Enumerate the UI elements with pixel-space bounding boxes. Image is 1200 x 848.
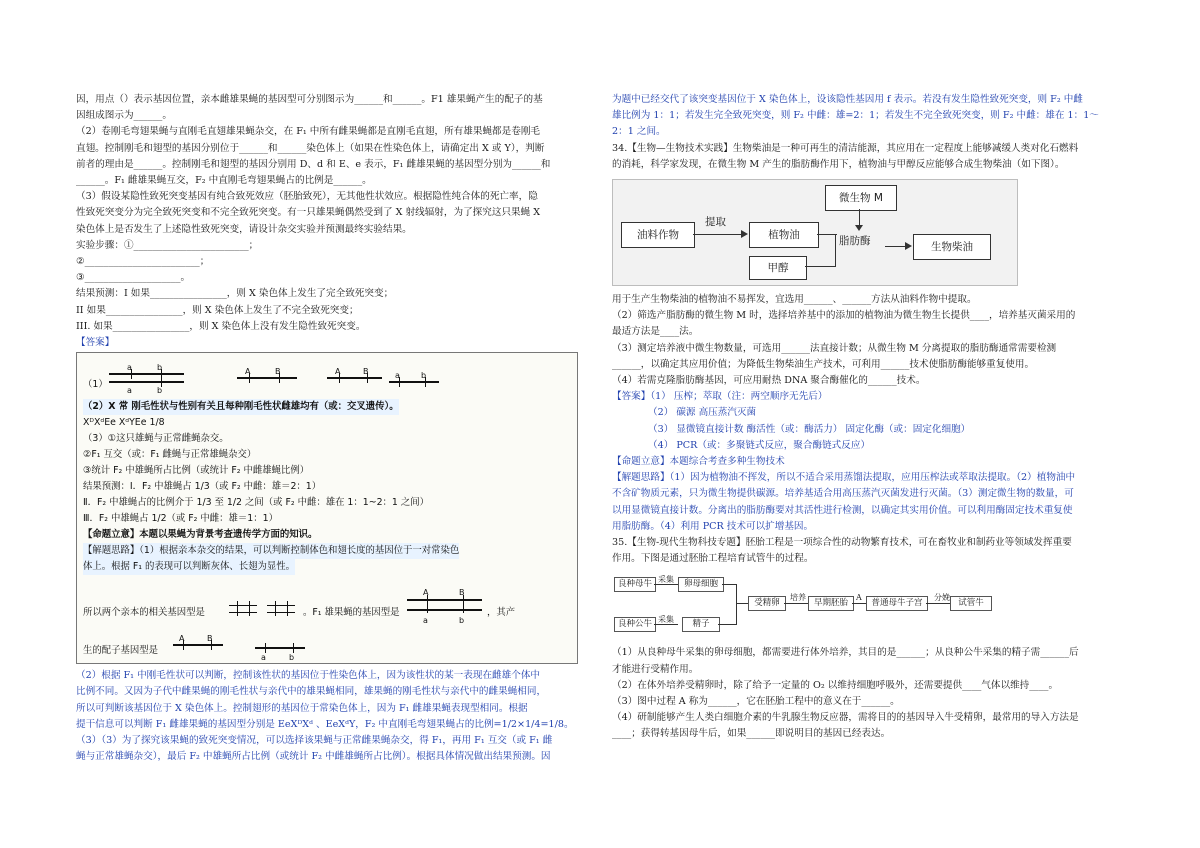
scan-line: （1） bbox=[83, 379, 108, 391]
biodiesel-diagram bbox=[612, 179, 1018, 286]
text-line: 因组成图示为______。 bbox=[76, 110, 172, 122]
text-line: （3）测定培养液中微生物数量，可选用______法直接计数；从微生物 M 分离提取的脂肪酶通常需要检测 bbox=[612, 342, 1057, 354]
scan-line: ③统计 F₂ 中雄蝇所占比例（或统计 F₂ 中雌雄蝇比例） bbox=[83, 465, 310, 477]
chromosome-diagram: a b bbox=[255, 639, 305, 661]
answer-continuation bbox=[612, 92, 1124, 141]
answer-34 bbox=[612, 389, 1124, 535]
text-line: ____；获得转基因母牛后，如果______即说明目的基因已经表达。 bbox=[612, 728, 891, 740]
text-line: ③____________________。 bbox=[76, 272, 191, 284]
text-line: 不含矿物质元素，只为微生物提供碳源。培养基适合用高压蒸汽灭菌发进行灭菌。（3）测定微生物的数量，可 bbox=[612, 488, 1074, 500]
text-line: （2）卷刚毛弯翅果蝇与直刚毛直翅雄果蝇杂交，在 F₁ 中所有雌果蝇都是直刚毛直翅，所有雄果蝇都是卷刚毛 bbox=[76, 126, 541, 138]
text-line: （3）假设某隐性致死突变基因有纯合致死效应（胚胎致死），无其他性状效应。根据隐性纯合体的死亡率，隐 bbox=[76, 191, 538, 203]
extract-label: 提取 bbox=[705, 216, 726, 229]
answer-scan-image bbox=[76, 352, 578, 664]
text-line: 用脂肪酶。（4）利用 PCR 技术可以扩增基因。 bbox=[612, 520, 814, 532]
text-line: 2：1 之间。 bbox=[612, 126, 666, 138]
scan-line: 结果预测：I．F₂ 中雄蝇占 1/3（或 F₂ 中雌：雄＝2：1） bbox=[83, 481, 322, 493]
text-line: ②________________________； bbox=[76, 256, 210, 268]
chromosome-diagram: A B bbox=[173, 633, 223, 655]
microbe-m-box: 微生物 M bbox=[825, 185, 897, 211]
text-line: 因，用点（）表示基因位置，亲本雌雄果蝇的基因型可分别图示为______和______。F1 雄果蝇产生的配子的基 bbox=[76, 94, 543, 105]
text-line: ______。F₁ 雌雄果蝇互交，F₂ 中直刚毛弯翅果蝇占的比例是______。 bbox=[76, 175, 372, 187]
biodiesel-box: 生物柴油 bbox=[913, 234, 991, 260]
lipase-label: 脂肪酶 bbox=[839, 235, 871, 248]
text-line: （4）研制能够产生人类白细胞介素的牛乳腺生物反应器，需将目的的基因导入牛受精卵，最常用的导入方法是 bbox=[612, 712, 1079, 724]
host-uterus-box: 普通母牛子宫 bbox=[866, 596, 928, 611]
text-line: （4）若需克隆脂肪酶基因，可应用耐热 DNA 聚合酶催化的______技术。 bbox=[612, 375, 926, 387]
culture-label: 培养 bbox=[790, 593, 806, 603]
birth-label: 分娩 bbox=[934, 593, 950, 603]
text-line: （4） PCR（或：多聚链式反应，聚合酶链式反应） bbox=[648, 439, 871, 451]
cow-box: 良种母牛 bbox=[614, 577, 656, 592]
collect-label: 采集 bbox=[658, 575, 674, 585]
answer-explanation bbox=[76, 668, 589, 765]
oocyte-box: 卵母细胞 bbox=[678, 577, 724, 592]
text-line: 最适方法是____法。 bbox=[612, 326, 699, 338]
scan-line: 生的配子基因型是 bbox=[83, 645, 159, 657]
methanol-box: 甲醇 bbox=[749, 256, 807, 280]
veg-oil-box: 植物油 bbox=[749, 222, 819, 248]
scan-line: 【解题思路】（1）根据亲本杂交的结果，可以判断控制体色和翅长度的基因位于一对常染色 bbox=[83, 543, 459, 559]
text-line: （2）在体外培养受精卵时，除了给予一定量的 O₂ 以维持细胞呼吸外，还需要提供____气体以维持____。 bbox=[612, 679, 1059, 691]
scan-line: 所以两个亲本的相关基因型是 bbox=[83, 607, 205, 619]
text-line: 【解题思路】（1）因为植物油不挥发，所以不适合采用蒸馏法提取，应用压榨法或萃取法提取。（2）植物油中 bbox=[612, 472, 1076, 484]
text-line: 【命题立意】本题综合考查多种生物技术 bbox=[612, 456, 785, 468]
text-line: 直翅。控制刚毛和翅型的基因分别位于______和______染色体上（如果在性染色体上，请确定出 X 或 Y），判断 bbox=[76, 142, 545, 154]
text-line: 用于生产生物柴油的植物油不易挥发，宜选用______、______方法从油料作物中提取。 bbox=[612, 294, 977, 306]
chromosome-diagram: a b bbox=[389, 369, 439, 393]
text-line: （2） 碳源 高压蒸汽灭菌 bbox=[648, 407, 757, 419]
text-line: 比例不同。又因为子代中雌果蝇的刚毛性状与亲代中的雄果蝇相同，雄果蝇的刚毛性状与亲代中的雌果蝇相同， bbox=[76, 686, 547, 698]
text-line: 实验步骤：①________________________； bbox=[76, 239, 259, 251]
test-tube-calf-box: 试管牛 bbox=[950, 596, 992, 611]
chromosome-diagram: A B bbox=[327, 365, 382, 389]
text-line: （1）从良种母牛采集的卵母细胞，都需要进行体外培养，其目的是______；从良种公牛采集的精子需______后 bbox=[612, 647, 1079, 659]
right-column bbox=[612, 92, 1124, 743]
text-line: 的消耗，科学家发现，在微生物 M 产生的脂肪酶作用下，植物油与甲醇反应能够合成生物柴油（如下图）。 bbox=[612, 158, 1065, 170]
early-embryo-box: 早期胚胎 bbox=[808, 596, 854, 611]
scan-line: 体上。根据 F₁ 的表现可以判断灰体、长翅为显性。 bbox=[83, 559, 295, 575]
scan-line: ，其产 bbox=[487, 607, 516, 619]
text-line: （3）图中过程 A 称为______，它在胚胎工程中的意义在于______。 bbox=[612, 696, 900, 708]
text-line: （3） 显微镜直接计数 酶活性（或：酶活力） 固定化酶（或：固定化细胞） bbox=[648, 423, 971, 435]
text-line: 作用。下图是通过胚胎工程培育试管牛的过程。 bbox=[612, 553, 814, 565]
answer-label: 【答案】 bbox=[76, 337, 115, 349]
collect-label: 采集 bbox=[658, 615, 674, 625]
scan-line: 【命题立意】本题以果蝇为背景考查遗传学方面的知识。 bbox=[83, 529, 318, 541]
process-a-label: A bbox=[856, 593, 862, 603]
scan-line: Ⅱ．F₂ 中雄蝇占的比例介于 1/3 至 1/2 之间（或 F₂ 中雌：雄在 1：1~2：1 之间） bbox=[83, 497, 430, 509]
sperm-box: 精子 bbox=[682, 617, 720, 632]
text-line: 结果预测：I 如果________________，则 X 染色体上发生了完全致死突变； bbox=[76, 288, 394, 300]
text-line: （2）根据 F₁ 中刚毛性状可以判断，控制该性状的基因位于性染色体上，因为该性状的某一表现在雌雄个体中 bbox=[76, 670, 541, 682]
text-line: 染色体上是否发生了上述隐性致死突变，请设计杂交实验并预测最终实验结果。 bbox=[76, 223, 412, 235]
bull-box: 良种公牛 bbox=[614, 617, 656, 632]
text-line: ______，以确定其应用价值；为降低生物柴油生产技术，可利用______技术使脂肪酶能够重复使用。 bbox=[612, 358, 1035, 370]
chromosome-diagram bbox=[229, 597, 257, 621]
text-line: （2）筛选产脂肪酶的微生物 M 时，选择培养基中的添加的植物油为微生物生长提供____，培养基灭菌采用的 bbox=[612, 310, 1076, 322]
text-line: II 如果________________，则 X 染色体上发生了不完全致死突变； bbox=[76, 304, 359, 316]
chromosome-diagram bbox=[267, 597, 295, 621]
text-line: 前者的理由是______。控制刚毛和翅型的基因分别用 D、d 和 E、e 表示，F₁ 雌雄果蝇的基因型分别为______和 bbox=[76, 158, 551, 170]
text-line: III. 如果________________，则 X 染色体上没有发生隐性致死突变。 bbox=[76, 320, 366, 332]
text-line: （3）（3）为了探究该果蝇的致死突变情况，可以选择该果蝇与正常雌果蝇杂交，得 F₁，再用 F₁ 互交（或 F₁ 雌 bbox=[76, 735, 553, 747]
text-line: 才能进行受精作用。 bbox=[612, 663, 699, 675]
text-line: 【答案】（1） 压榨；萃取（注：两空顺序无先后） bbox=[612, 391, 828, 403]
left-column bbox=[76, 92, 589, 765]
question-35: 35.【生物-现代生物科技专题】胚胎工程是一项综合性的动物繁育技术，可在畜牧业和制药业等领域发挥重要 bbox=[612, 537, 1072, 549]
text-line: 以用显微镜直接计数。分离出的脂肪酶要对其活性进行检测，以确定其实用价值。可以利用酶固定技术重复使 bbox=[612, 504, 1073, 516]
scan-line: Ⅲ．F₂ 中雄蝇占 1/2（或 F₂ 中雌：雄＝1：1） bbox=[83, 513, 278, 525]
chromosome-diagram: A B bbox=[237, 365, 297, 389]
scan-line: （2）X 常 刚毛性状与性别有关且每种刚毛性状雌雄均有（或：交叉遗传）。 bbox=[83, 399, 399, 415]
chromosome-diagram: A B a b bbox=[407, 585, 482, 625]
text-line: 提干信息可以判断 F₁ 雌雄果蝇的基因型分别是 EeXᴰXᵈ 、EeXᵈY，F₂ 中直刚毛弯翅果蝇占的比例=1/2×1/4=1/8。 bbox=[76, 718, 574, 730]
embryo-flow-diagram bbox=[612, 573, 1012, 639]
zygote-box: 受精卵 bbox=[748, 596, 786, 611]
text-line: 蝇与正常雄蝇杂交），最后 F₂ 中雄蝇所占比例（或统计 F₂ 中雌雄蝇所占比例）。根据具体情况做出结果预测。因 bbox=[76, 751, 551, 763]
text-line: 所以可判断该基因位于 X 染色体上。控制翅形的基因位于常染色体上，因为 F₁ 雌雄果蝇表现型相同。根据 bbox=[76, 702, 528, 714]
oil-crop-box: 油料作物 bbox=[621, 222, 695, 248]
question-34: 34.【生物—生物技术实践】生物柴油是一种可再生的清洁能源，其应用在一定程度上能够减缓人类对化石燃料 bbox=[612, 142, 1079, 154]
scan-line: ②F₁ 互交（或：F₁ 雌蝇与正常雄蝇杂交） bbox=[83, 449, 257, 461]
scan-line: （3）①这只雄蝇与正常雌蝇杂交。 bbox=[83, 433, 229, 445]
scan-line: XᴰXᵈEe XᵈYEe 1/8 bbox=[83, 417, 165, 429]
scan-line: 。F₁ 雄果蝇的基因型是 bbox=[303, 607, 400, 619]
text-line: 为题中已经交代了该突变基因位于 X 染色体上，设该隐性基因用 f 表示。若没有发生隐性致死突变，则 F₂ 中雌 bbox=[612, 94, 1083, 105]
text-line: 雄比例为 1：1；若发生完全致死突变，则 F₂ 中雌：雄=2：1；若发生不完全致死突变，则 F₂ 中雌：雄在 1：1～ bbox=[612, 110, 1099, 122]
chromosome-diagram: a b a b bbox=[109, 363, 184, 391]
text-line: 性致死突变分为完全致死突变和不完全致死突变。有一只雄果蝇偶然受到了 X 射线辐射，为了探究这只果蝇 X bbox=[76, 207, 541, 219]
